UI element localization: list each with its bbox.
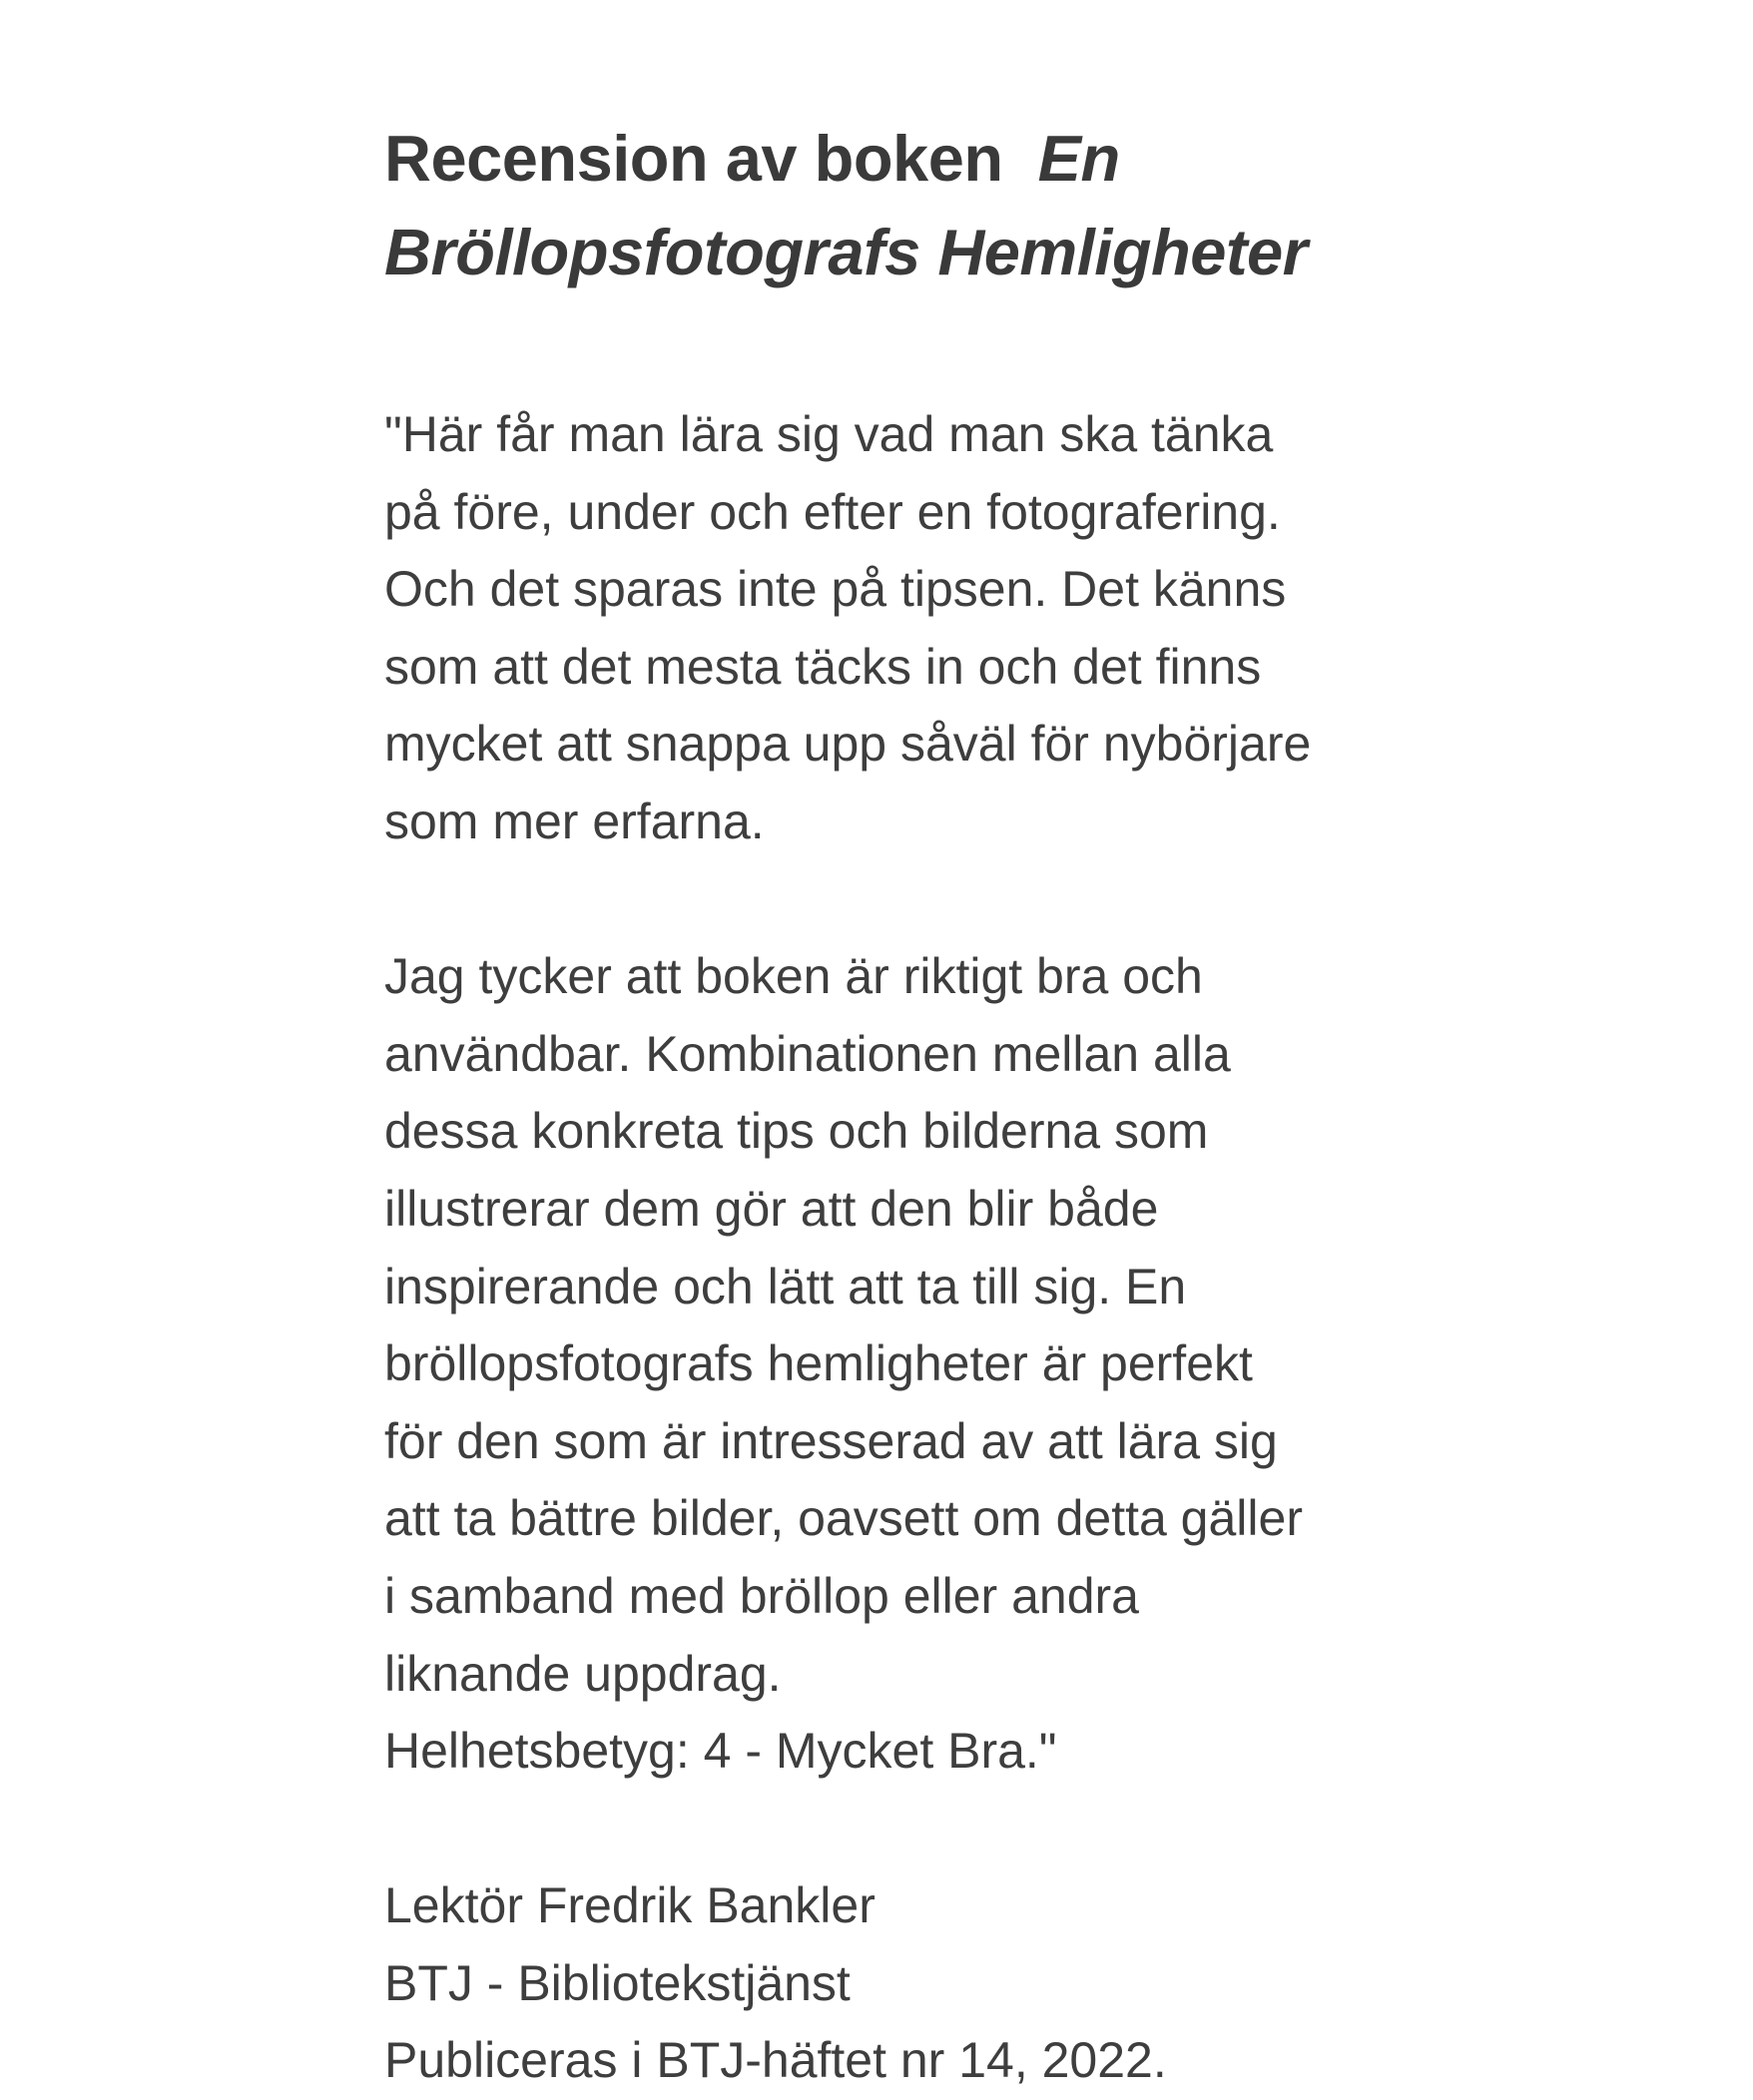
paragraph-line: i samband med bröllop eller andra [384, 1567, 1139, 1624]
overall-rating: Helhetsbetyg: 4 - Mycket Bra." [384, 1723, 1057, 1780]
review-document [384, 112, 1482, 2100]
paragraph-line: på före, under och efter en fotografering. [384, 483, 1281, 540]
paragraph-line: som mer erfarna. [384, 792, 765, 849]
paragraph-line: mycket att snappa upp såväl för nybörjare [384, 716, 1312, 773]
review-paragraph-1 [384, 396, 1482, 861]
paragraph-line: dessa konkreta tips och bilderna som [384, 1103, 1209, 1160]
paragraph-gap [384, 1791, 1482, 1868]
review-title [384, 112, 1482, 299]
review-signature [384, 1867, 1482, 2100]
paragraph-line: att ta bättre bilder, oavsett om detta gäller [384, 1490, 1303, 1547]
book-title: En Bröllopsfotografs Hemligheter [384, 122, 1308, 288]
paragraph-line: användbar. Kombinationen mellan alla [384, 1025, 1231, 1082]
paragraph-gap [384, 861, 1482, 939]
review-paragraph-2 [384, 938, 1482, 1791]
title-prefix: Recension av boken [384, 122, 1003, 195]
paragraph-line: Jag tycker att boken är riktigt bra och [384, 948, 1203, 1005]
paragraph-line: för den som är intresserad av att lära sig [384, 1412, 1278, 1469]
reviewer-organization: BTJ - Bibliotekstjänst [384, 1954, 851, 2011]
paragraph-line: liknande uppdrag. [384, 1645, 782, 1702]
paragraph-line: bröllopsfotografs hemligheter är perfekt [384, 1335, 1253, 1392]
paragraph-line: som att det mesta täcks in och det finns [384, 638, 1262, 695]
paragraph-line: Och det sparas inte på tipsen. Det känns [384, 561, 1287, 618]
review-body [384, 396, 1482, 2100]
paragraph-line: inspirerande och lätt att ta till sig. En [384, 1258, 1187, 1314]
publication-note: Publiceras i BTJ-häftet nr 14, 2022. [384, 2032, 1167, 2089]
paragraph-line: "Här får man lära sig vad man ska tänka [384, 406, 1274, 462]
paragraph-line: illustrerar dem gör att den blir både [384, 1180, 1159, 1237]
reviewer-name: Lektör Fredrik Bankler [384, 1877, 876, 1934]
